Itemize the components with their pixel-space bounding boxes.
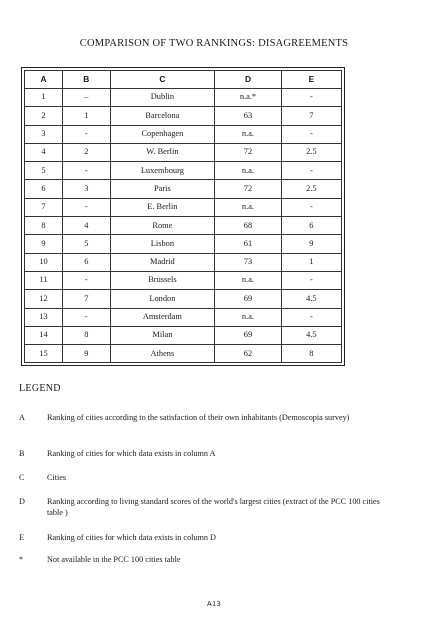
cell-score-d: n.a.* [215,89,282,107]
cell-rank-b: 8 [63,326,111,344]
table-row [25,326,342,344]
cell-rank-b: 7 [63,290,111,308]
rankings-table-frame [21,67,345,366]
table-row [25,125,342,143]
cell-city: Madrid [110,253,215,271]
cell-rank-b: 6 [63,253,111,271]
cell-rank-b: 1 [63,107,111,125]
cell-score-d: n.a. [215,162,282,180]
table-row [25,143,342,161]
cell-score-d: n.a. [215,125,282,143]
cell-rank-e: 8 [281,345,341,363]
cell-rank-a: 3 [25,125,63,143]
cell-rank-a: 6 [25,180,63,198]
cell-score-d: 72 [215,143,282,161]
table-header-row [25,71,342,89]
cell-score-d: 63 [215,107,282,125]
cell-rank-a: 1 [25,89,63,107]
cell-rank-a: 4 [25,143,63,161]
legend-title: LEGEND [19,383,61,394]
cell-score-d: n.a. [215,198,282,216]
cell-score-d: 62 [215,345,282,363]
cell-city: Athens [110,345,215,363]
legend-text: Not available in the PCC 100 cities table [47,555,181,564]
cell-rank-e: 9 [281,235,341,253]
cell-rank-a: 9 [25,235,63,253]
cell-rank-b: 3 [63,180,111,198]
cell-score-d: 69 [215,326,282,344]
cell-rank-e: 4.5 [281,326,341,344]
cell-score-d: 61 [215,235,282,253]
cell-rank-b: 9 [63,345,111,363]
legend-text: Ranking of cities according to the satisfaction of their own inhabitants (Demoscopia survey) [47,413,350,422]
cell-city: E. Berlin [110,198,215,216]
legend-key: C [19,473,25,482]
legend-text: Cities [47,473,67,482]
cell-rank-b: - [63,125,111,143]
cell-city: W. Berlin [110,143,215,161]
cell-rank-e: 1 [281,253,341,271]
legend-key: * [19,555,24,564]
cell-rank-b: - [63,271,111,289]
legend-text: Ranking of cities for which data exists in column A [47,449,216,458]
table-row [25,217,342,235]
cell-score-d: n.a. [215,308,282,326]
cell-score-d: 69 [215,290,282,308]
legend-key: D [19,497,25,506]
cell-score-d: 73 [215,253,282,271]
cell-rank-b: 2 [63,143,111,161]
cell-score-d: 72 [215,180,282,198]
cell-city: Dublin [110,89,215,107]
cell-city: Copenhagen [110,125,215,143]
column-header-b: B [63,71,111,89]
cell-rank-a: 15 [25,345,63,363]
cell-rank-e: 2.5 [281,143,341,161]
cell-rank-a: 14 [25,326,63,344]
cell-city: Luxembourg [110,162,215,180]
cell-rank-a: 5 [25,162,63,180]
table-row [25,308,342,326]
cell-rank-a: 2 [25,107,63,125]
table-row [25,107,342,125]
cell-rank-e: - [281,308,341,326]
page-title: COMPARISON OF TWO RANKINGS: DISAGREEMENTS [79,38,349,49]
cell-rank-a: 7 [25,198,63,216]
cell-rank-e: - [281,271,341,289]
table-body [25,89,342,363]
cell-rank-b: 5 [63,235,111,253]
cell-city: Paris [110,180,215,198]
cell-city: Brussels [110,271,215,289]
legend-text: Ranking according to living standard scores of the world's largest cities (extract of the PCC 100 cities table ) [47,497,380,517]
cell-rank-b: - [63,162,111,180]
page-number: A13 [207,601,221,608]
cell-city: Rome [110,217,215,235]
cell-rank-e: - [281,125,341,143]
table-row [25,235,342,253]
table-row [25,271,342,289]
cell-rank-a: 10 [25,253,63,271]
cell-rank-e: 6 [281,217,341,235]
cell-city: Lisbon [110,235,215,253]
table-row [25,253,342,271]
cell-rank-a: 12 [25,290,63,308]
cell-rank-a: 13 [25,308,63,326]
cell-rank-b: – [63,89,111,107]
cell-rank-e: - [281,198,341,216]
column-header-e: E [281,71,341,89]
cell-city: London [110,290,215,308]
table-row [25,89,342,107]
column-header-c: C [110,71,215,89]
table-row [25,345,342,363]
cell-rank-e: 7 [281,107,341,125]
column-header-a: A [25,71,63,89]
legend-key: A [19,413,25,422]
legend-key: E [19,533,25,542]
cell-rank-a: 11 [25,271,63,289]
table-row [25,180,342,198]
cell-rank-b: - [63,198,111,216]
table-row [25,198,342,216]
legend-text: Ranking of cities for which data exists in column D [47,533,216,542]
cell-score-d: 68 [215,217,282,235]
cell-rank-b: - [63,308,111,326]
cell-city: Amsterdam [110,308,215,326]
cell-rank-e: - [281,89,341,107]
cell-score-d: n.a. [215,271,282,289]
cell-rank-a: 8 [25,217,63,235]
cell-city: Milan [110,326,215,344]
column-header-d: D [215,71,282,89]
cell-rank-e: 4.5 [281,290,341,308]
table-row [25,162,342,180]
rankings-table [24,70,342,363]
cell-rank-e: - [281,162,341,180]
table-row [25,290,342,308]
cell-rank-b: 4 [63,217,111,235]
legend-key: B [19,449,25,458]
cell-city: Barcelona [110,107,215,125]
cell-rank-e: 2.5 [281,180,341,198]
